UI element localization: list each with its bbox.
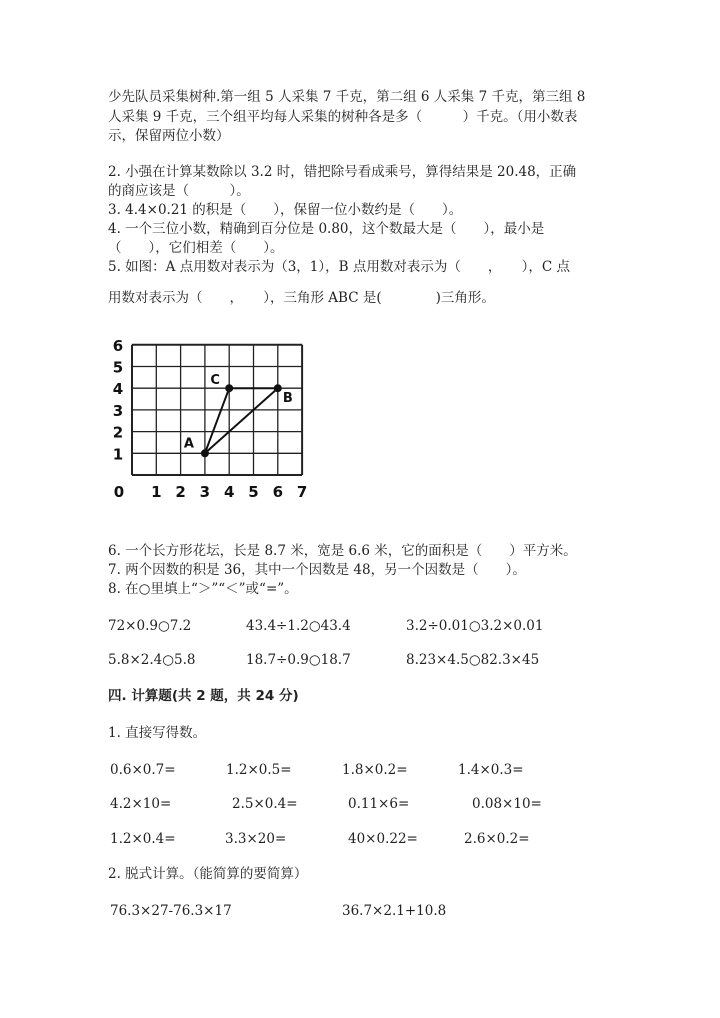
point-label: C — [210, 373, 220, 389]
compare-item: 18.7÷0.9○18.7 — [246, 652, 351, 668]
calc-item: 1.2×0.5= — [226, 762, 292, 778]
triangle-edge — [205, 388, 278, 453]
section-heading: 四. 计算题(共 2 题，共 24 分) — [108, 688, 299, 704]
q2-line: 2. 小强在计算某数除以 3.2 时，错把除号看成乘号，算得结果是 20.48，正确 — [108, 164, 577, 180]
point-a — [201, 449, 209, 457]
compare-item: 3.2÷0.01○3.2×0.01 — [406, 618, 544, 634]
compare-item: 43.4÷1.2○43.4 — [246, 618, 351, 634]
calc-item: 2.6×0.2= — [464, 831, 530, 847]
calc-item: 0.08×10= — [472, 796, 542, 812]
point-b — [274, 384, 282, 392]
point-c — [225, 384, 233, 392]
calc-expression: 76.3×27-76.3×17 — [110, 903, 232, 919]
calc-item: 3.3×20= — [225, 831, 287, 847]
y-tick-label: 6 — [112, 336, 124, 355]
part2-title: 2. 脱式计算。（能简算的要简算） — [108, 866, 308, 882]
calc-item: 1.2×0.4= — [110, 831, 176, 847]
q4-line: 4. 一个三位小数，精确到百分位是 0.80，这个数最大是（ ），最小是 — [108, 221, 545, 237]
x-tick-label: 2 — [175, 483, 186, 501]
compare-item: 8.23×4.5○82.3×45 — [406, 652, 540, 668]
y-tick-label: 2 — [112, 423, 124, 442]
q1-line: 少先队员采集树种.第一组 5 人采集 7 千克，第二组 6 人采集 7 千克，第三组 8 — [108, 89, 586, 105]
question-6: 6. 一个长方形花坛，长是 8.7 米，宽是 6.6 米，它的面积是（ ）平方米。 — [108, 543, 577, 559]
point-label: B — [282, 391, 293, 407]
calc-item: 0.11×6= — [348, 796, 410, 812]
question-7: 7. 两个因数的积是 36，其中一个因数是 48，另一个因数是（ ）。 — [108, 562, 526, 578]
x-tick-label: 0 — [113, 483, 125, 501]
y-tick-label: 4 — [112, 380, 124, 399]
question-8: 8. 在○里填上“＞”“＜”或“=”。 — [108, 581, 298, 597]
q4-line: （ ），它们相差（ ）。 — [108, 240, 284, 256]
q2-line: 的商应该是（ ）。 — [108, 183, 250, 199]
calc-expression: 36.7×2.1+10.8 — [342, 903, 447, 919]
y-tick-label: 1 — [112, 445, 124, 464]
calc-item: 4.2×10= — [110, 796, 172, 812]
q5-line: 用数对表示为（ ， ），三角形 ABC 是( )三角形。 — [108, 290, 495, 306]
calc-item: 1.8×0.2= — [342, 762, 408, 778]
question-3: 3. 4.4×0.21 的积是（ ），保留一位小数约是（ ）。 — [108, 202, 463, 218]
point-label: A — [183, 436, 194, 452]
q1-line: 人采集 9 千克，三个组平均每人采集的树种各是多（ ）千克。（用小数表 — [108, 109, 578, 125]
y-tick-label: 5 — [112, 358, 124, 377]
x-tick-label: 3 — [199, 483, 211, 501]
q5-line: 5. 如图：A 点用数对表示为（3，1），B 点用数对表示为（ ， ），C 点 — [108, 259, 570, 275]
y-tick-label: 3 — [112, 401, 124, 420]
calc-item: 2.5×0.4= — [232, 796, 298, 812]
part1-title: 1. 直接写得数。 — [108, 725, 207, 741]
x-tick-label: 1 — [151, 483, 162, 501]
compare-item: 5.8×2.4○5.8 — [108, 652, 196, 668]
calc-item: 0.6×0.7= — [110, 762, 176, 778]
compare-item: 72×0.9○7.2 — [108, 618, 192, 634]
calc-item: 1.4×0.3= — [458, 762, 524, 778]
x-tick-label: 4 — [223, 483, 235, 501]
calc-item: 40×0.22= — [348, 831, 418, 847]
x-tick-label: 7 — [296, 483, 308, 501]
x-tick-label: 6 — [272, 483, 284, 501]
q1-line: 示，保留两位小数） — [108, 128, 230, 144]
x-tick-label: 5 — [248, 483, 259, 501]
